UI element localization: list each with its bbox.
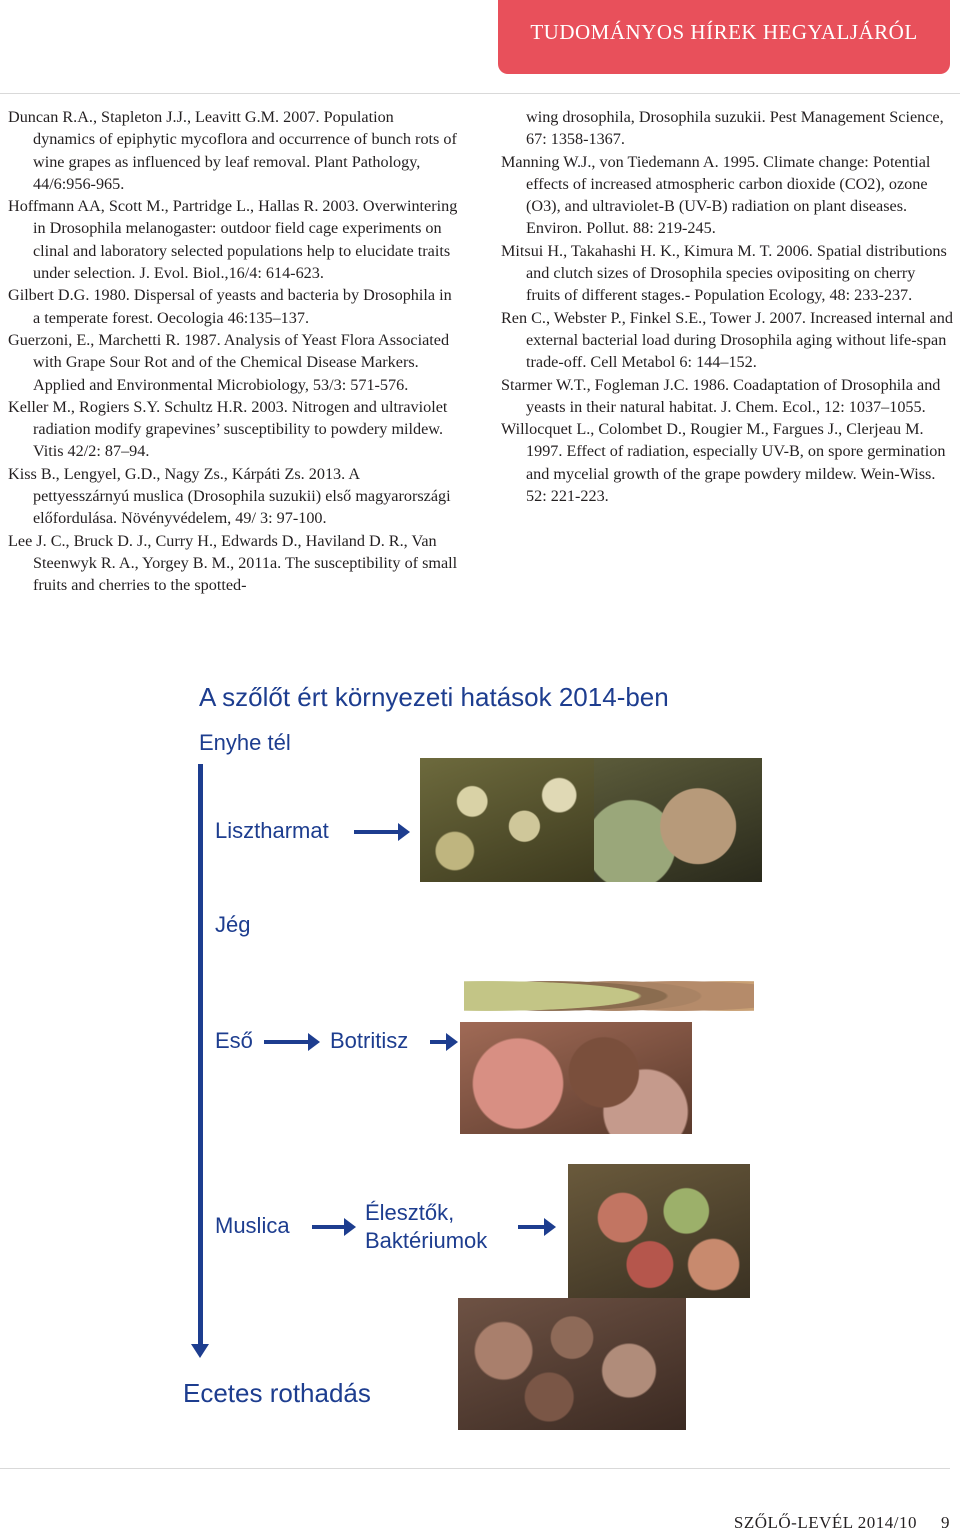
infested-berries-photo — [568, 1164, 750, 1298]
arrow-right-icon — [354, 830, 400, 834]
label-sour-rot: Ecetes rothadás — [183, 1378, 371, 1408]
arrow-right-icon — [430, 1040, 448, 1044]
reference-item: Gilbert D.G. 1980. Dispersal of yeasts and bacteria by Drosophila in a temperate forest. Oecologia 46:135–137. — [8, 286, 452, 327]
section-banner — [498, 0, 950, 74]
reference-item: Lee J. C., Bruck D. J., Curry H., Edwards D., Haviland D. R., Van Steenwyk R. A., Yorgey B. M., 2011a. The susceptibility of small fruits and cherries to the spotted- — [8, 531, 458, 595]
bottom-divider — [0, 1468, 950, 1469]
label-rain: Eső — [215, 1028, 253, 1053]
label-hail: Jég — [215, 912, 251, 937]
label-yeasts: Élesztők, — [365, 1200, 455, 1225]
timeline-line — [198, 764, 203, 1347]
page-number: 9 — [941, 1513, 950, 1532]
section-title: TUDOMÁNYOS HÍREK HEGYALJÁRÓL — [530, 20, 918, 44]
references-left-column — [8, 106, 458, 597]
reference-item: Hoffmann AA, Scott M., Partridge L., Hallas R. 2003. Overwintering in Drosophila melanogaster: outdoor field cage experiments on clinal and laboratory selected populations help to elucidate traits under selection. J. Evol. Biol.,16/4: 614-623. — [8, 197, 458, 283]
reference-item: Willocquet L., Colombet D., Rougier M., Fargues J., Clerjeau M. 1997. Effect of radiation, especially UV-B, on spore germination and mycelial growth of the grape powdery mildew. Wein-Wiss. 52: 221-223. — [501, 420, 946, 506]
references-right-column — [501, 106, 953, 507]
label-powdery-mildew: Lisztharmat — [215, 818, 329, 843]
figure-title: A szőlőt ért környezeti hatások 2014-ben — [199, 682, 669, 712]
botrytis-photo — [460, 1022, 692, 1134]
reference-item: Kiss B., Lengyel, G.D., Nagy Zs., Kárpáti Zs. 2013. A pettyesszárnyú muslica (Drosophila suzukii) első magyarországi előfordulása. Növényvédelem, 49/ 3: 97-100. — [8, 464, 451, 528]
label-bacteria: Baktériumok — [365, 1228, 488, 1253]
powdery-mildew-photo — [420, 758, 594, 882]
label-yeasts-bacteria — [365, 1199, 487, 1255]
grape-effects-figure — [172, 672, 770, 1438]
reference-item: Manning W.J., von Tiedemann A. 1995. Climate change: Potential effects of increased atmospheric carbon dioxide (CO2), ozone (O3), and ultraviolet-B (UV-B) radiation on plant diseases. Environ. Pollut. 88: 219-245. — [501, 152, 931, 238]
label-mild-winter: Enyhe tél — [199, 730, 291, 755]
reference-item: Duncan R.A., Stapleton J.J., Leavitt G.M. 2007. Population dynamics of epiphytic mycoflora and occurrence of bunch rots of wine grapes as influenced by leaf removal. Plant Pathology, 44/6:956-965. — [8, 108, 457, 193]
cracked-berry-photo — [594, 758, 762, 882]
timeline-arrowhead-icon — [191, 1344, 209, 1358]
reference-continuation: wing drosophila, Drosophila suzukii. Pest Management Science, 67: 1358-1367. — [526, 108, 944, 149]
reference-item: Mitsui H., Takahashi H. K., Kimura M. T. 2006. Spatial distributions and clutch sizes of Drosophila species ovipositing on cherry fruits of different stages.- Population Ecology, 48: 233-237. — [501, 241, 947, 305]
hail-damaged-berries-photo — [464, 970, 754, 1022]
reference-item: Ren C., Webster P., Finkel S.E., Tower J. 2007. Increased internal and external bacterial load during Drosophila aging without life-span trade-off. Cell Metabol 6: 144–152. — [501, 308, 953, 372]
arrow-right-icon — [264, 1040, 310, 1044]
label-botrytis: Botritisz — [330, 1028, 409, 1053]
arrow-right-icon — [312, 1225, 346, 1229]
arrow-right-icon — [518, 1225, 546, 1229]
label-fruit-fly: Muslica — [215, 1213, 290, 1238]
reference-item: Guerzoni, E., Marchetti R. 1987. Analysis of Yeast Flora Associated with Grape Sour Rot and of the Chemical Disease Markers. Applied and Environmental Microbiology, 53/3: 571-576. — [8, 330, 450, 394]
reference-item: Keller M., Rogiers S.Y. Schultz H.R. 2003. Nitrogen and ultraviolet radiation modify grapevines’ susceptibility to powdery mildew. Vitis 42/2: 87–94. — [8, 397, 448, 461]
page-footer — [734, 1513, 950, 1533]
reference-item: Starmer W.T., Fogleman J.C. 1986. Coadaptation of Drosophila and yeasts in their natural habitat. J. Chem. Ecol., 12: 1037–1055. — [501, 375, 941, 416]
journal-issue: SZŐLŐ-LEVÉL 2014/10 — [733, 1513, 917, 1532]
sour-rot-photo — [458, 1298, 686, 1430]
top-divider — [0, 93, 960, 94]
